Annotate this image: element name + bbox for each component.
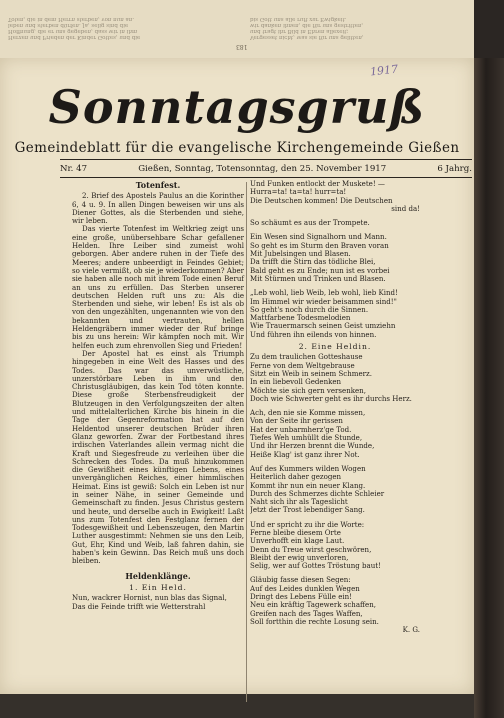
poem-line: Gläubig fasse diesen Segen: (250, 576, 351, 585)
poem-line: Nun, wackrer Hornist, nun blas das Signal, (72, 594, 227, 603)
poem-line: Heiterlich daher gezogen (250, 473, 342, 482)
poem-line: Selig, wer auf Gottes Tröstung baut! (250, 562, 381, 571)
article-paragraph: Der Apostel hat es einst als Triumph hingegeben in eine Welt des Hasses und des Todes. Das war das unverwüstliche, unzerstörbare Leben in ihm und den Christusgläubigen, das kein Tod töten konnte. Diese große Sterbensfreudigkeit der Blutzeugen in den Verfolgungszeiten der alten und mittelalterlichen Kirche bis hinein in die Tage der Gegenreformation hat auf den Heldentod unserer deutschen Brüder ihren Glanz geworfen. Zwar der Fortbestand ihres irdischen Vaterlandes allein vermag nicht die Kraft und Siegesfreude zu verleihen über die Schrecken des Todes. Da muß hinzukommen die Gewißheit eines künftigen Lebens, eines unvergänglichen Reiches, einer himmlischen Heimat. Eins ist gewiß: Solch ein Leben ist nur in seiner Nähe, in seiner Gemeinde und Gemeinschaft zu finden. Jesus Christus gestern und heute, und derselbe auch in Ewigkeit! Laßt uns zum Totenfest den Festglanz fernen der Todesgewißheit und Lebenszeugen, den Martin Luther ausgestimmt: Nehmen sie uns den Leib, Gut, Ehr, Kind und Weib, laß fahren dahin, sie haben's kein Gewinn. Das Reich muß uns doch bleiben. (72, 348, 244, 566)
issue-line (60, 162, 472, 176)
poem-line: Naht sich ihr als Tageslicht (250, 498, 348, 507)
poem-line: Und Funken entlockt der Muskete! — (250, 180, 385, 188)
poem-line: Hat der unbarmherz'ge Tod. (250, 425, 352, 434)
bleed-line: Vergesset nicht, was sie für uns gelitten, (250, 34, 364, 40)
page-number: 183 (236, 43, 248, 50)
poem-stanza (250, 465, 420, 515)
poem-line: Auf des Leides dunklen Wegen (250, 584, 360, 593)
poem-line: Da trifft die Stirn das tödliche Blei, (250, 258, 376, 267)
bleed-line: Herzen und Frieden der Kinder Gottes, und die (8, 34, 141, 40)
poem-line: Soll fortthin die rechte Losung sein. (250, 617, 379, 626)
bleed-line: Toten, die in dem Herrn sterben, von nun an. (8, 16, 135, 22)
poem-line: sind da! (391, 204, 420, 213)
poem-line: Mattfarbene Todesmelodien (250, 314, 351, 323)
poem-line: Sitzt ein Weib in seinem Schmerz. (250, 369, 372, 378)
poem-line: Die Deutschen kommen! Die Deutschen (250, 196, 393, 205)
handwritten-note: 1917 (369, 62, 399, 79)
poem-line: Heiße Klag' ist ganz ihrer Not. (250, 450, 360, 459)
bleed-through-left (8, 0, 223, 40)
poem-line: Tiefes Weh umhüllt die Stunde, (250, 434, 363, 443)
poem-line: Von der Seite ihr gerissen (250, 417, 343, 426)
bleed-line: und tragt ihr Bild in Ehren allezeit; (250, 28, 349, 34)
poem-line: Bleibt der ewig unverloren, (250, 553, 349, 562)
poem-stanza (250, 409, 420, 459)
poem-line: Mit Jubelsingen und Blasen. (250, 250, 351, 259)
poem-line: Denn du Treue wirst geschwören, (250, 545, 372, 554)
poem-line: Kommt ihr nun ein neuer Klang. (250, 481, 366, 490)
poem-line: Im Himmel wir wieder beisammen sind!" (250, 297, 397, 306)
poem-part-heading: 1. Ein Held. (129, 582, 187, 592)
bleed-line: bis Gott uns alle ruft zur Ewigkeit. (250, 16, 347, 22)
poem-line: Jetzt der Trost lebendiger Sang. (250, 506, 365, 515)
poem-line: So schäumt es aus der Trompete. (250, 219, 370, 228)
poem-stanza (250, 289, 420, 339)
author-signature: K. G. (402, 625, 420, 635)
poem-line: Hurra=ta! ta=ta! hurr=ta! (250, 188, 347, 197)
article-paragraph: 2. Brief des Apostels Paulus an die Korinther 6, 4 u. 9. In allen Dingen beweisen wir uns als Diener Gottes, als die Sterbenden und siehe, wir leben. (72, 191, 244, 226)
poem-line: Durch des Schmerzes dichte Schleier (250, 489, 385, 498)
newspaper-page (0, 58, 474, 694)
poem-line: Das die Feinde trifft wie Wetterstrahl (72, 602, 206, 611)
column-divider (246, 182, 247, 702)
poem-line: Ferne bleibe diesem Orte (250, 528, 341, 537)
masthead-title: Sonntagsgruß (48, 80, 426, 134)
poem-stanza (250, 353, 420, 403)
issue-volume: 6 Jahrg. (437, 164, 472, 174)
poem-line: Greifen nach des Tages Waffen, (250, 609, 363, 618)
poem-line: Auf des Kummers wilden Wogen (250, 464, 366, 473)
masthead-subtitle: Gemeindeblatt für die evangelische Kirchengemeinde Gießen (14, 140, 460, 156)
poem-line: Ach, den nie sie Komme missen, (250, 409, 366, 418)
poem-line: Und ihr Herzen brennt die Wunde, (250, 442, 375, 451)
poem-line: Mit Stürmen und Trinken und Blasen. (250, 274, 386, 283)
poem-line: Möchte sie sich gern versenken, (250, 386, 366, 395)
article-paragraph: Das vierte Totenfest im Weltkrieg zeigt uns eine große, unübersehbare Schar gefallener Helden. Ihre Leiber sind zumeist wohl geborgen. Aber andere ruhen in der Tiefe des Meeres; andere unbeerdigt in Feindes Gebiet; so viele vermißt, ob sie je wiederkommen? Aber sie haben alle noch mit ihrem Tode einen Beruf an uns zu erfüllen. Das Sterben unserer deutschen Helden ruft uns zu: Als die Sterbenden und siehe, wir leben! Es ist als ob von den ungezählten, ungenannten wie von den bekannten und vertrauten, hellen Heldengräbern immer wieder der Ruf bringe bis zu uns herein: Wir kämpfen noch mit. Wir helfen euch zum ehrenvollen Sieg und Frieden! (72, 224, 244, 350)
left-column (72, 180, 244, 611)
poem-line: „Leb wohl, lieb Weib, leb wohl, lieb Kind! (250, 289, 398, 298)
poem-line: Und er spricht zu ihr die Worte: (250, 520, 365, 529)
poem-line: Wie Trauermarsch seinen Geist umziehn (250, 322, 396, 331)
bleed-through-right (250, 0, 465, 40)
poem-stanza (250, 521, 420, 571)
poem-stanza (250, 233, 420, 283)
right-column (250, 180, 420, 635)
poem-line: Ein Wesen sind Signalhorn und Mann. (250, 233, 387, 242)
rule-bottom (60, 177, 472, 178)
poem-line: Unverhofft ein klage Laut. (250, 537, 345, 546)
poem-line: In ein liebevoll Gedenken (250, 378, 342, 387)
bleed-line: leben und sterben dürfen. Ja, selig sind die (8, 22, 129, 28)
poem-line: Zu dem traulichen Gotteshause (250, 353, 363, 362)
poem-line: Dringt des Lebens Fülle ein! (250, 593, 352, 602)
issue-number: Nr. 47 (60, 164, 88, 174)
article-heading: Totenfest. (135, 180, 181, 190)
rule-top (60, 159, 472, 160)
binding-edge (474, 58, 504, 718)
bleed-line: wir danken ihnen, die für uns gestritten, (250, 22, 364, 28)
poem-line: Ferne von dem Weltgebrause (250, 361, 355, 370)
poem-line: Neu ein kräftig Tagewerk schaffen, (250, 601, 376, 610)
bleed-line: Hoffnung, die er uns gegeben, dass wir in ihm (8, 28, 138, 34)
poem-line: So geht es im Sturm den Braven voran (250, 241, 389, 250)
poem-stanza (250, 576, 420, 626)
poem-stanza (250, 180, 420, 213)
poem-line: So geht's noch durch die Sinnen. (250, 305, 369, 314)
previous-page-fold (0, 0, 474, 59)
issue-place-date: Gießen, Sonntag, Totensonntag, den 25. November 1917 (138, 164, 387, 174)
poem-line: Bald geht es zu Ende; nun ist es vorbei (250, 266, 390, 275)
poem-line: Und führen ihn eilends von hinnen. (250, 330, 377, 339)
poem-title: Heldenklänge. (125, 570, 191, 581)
poem-line: Doch wie Schwerter geht es ihr durchs Herz. (250, 394, 412, 403)
book-bottom-edge (0, 694, 474, 718)
poem-part-heading: 2. Eine Heldin. (298, 342, 372, 352)
